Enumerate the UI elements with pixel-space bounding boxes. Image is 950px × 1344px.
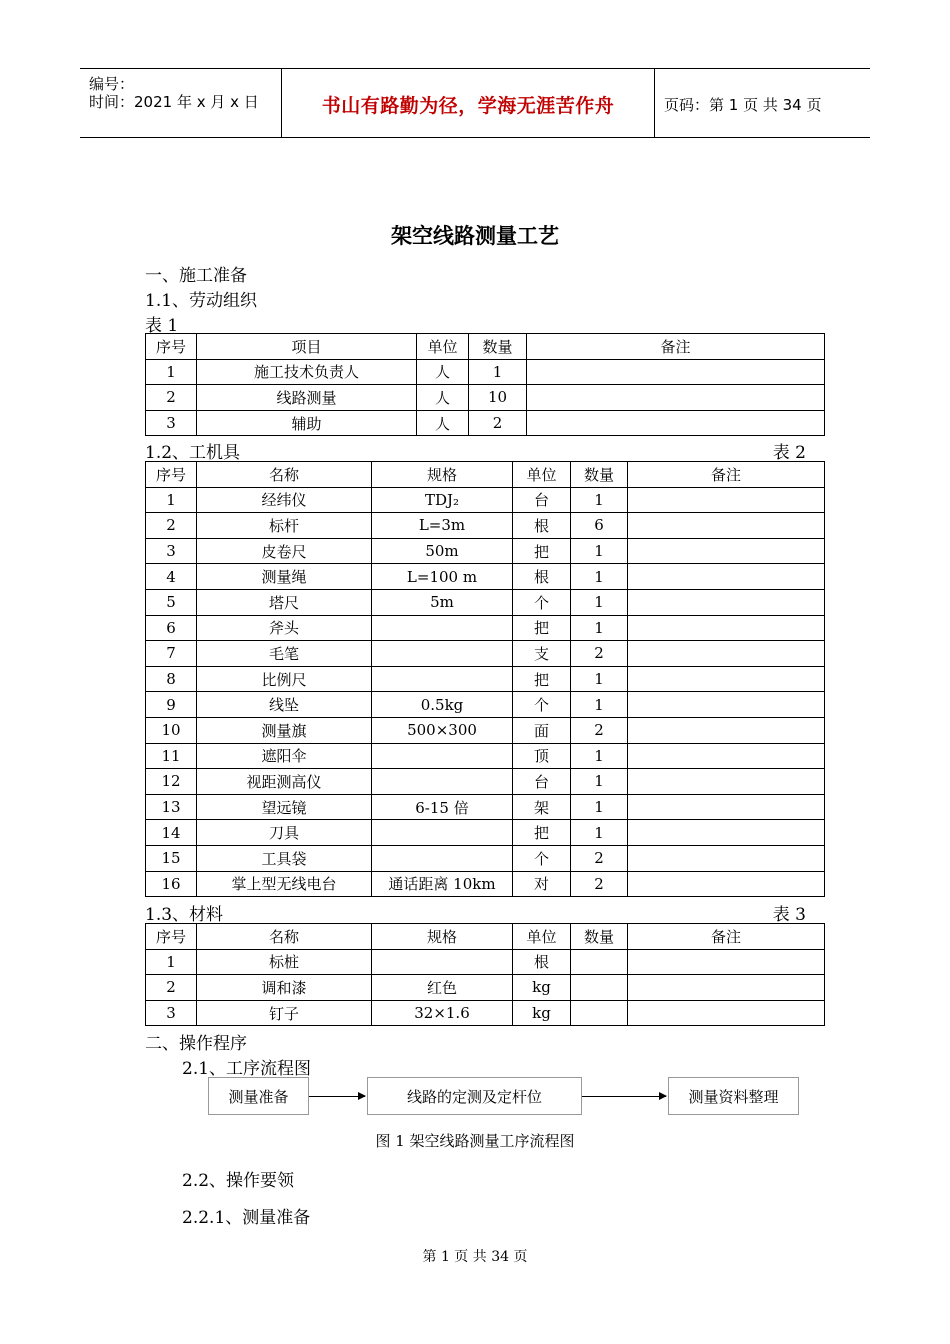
table-cell [372, 615, 513, 641]
table-row [146, 949, 825, 975]
table-cell: 标桩 [197, 949, 372, 975]
table-cell: 人 [417, 410, 469, 436]
table-cell [628, 949, 825, 975]
tools-table [145, 461, 825, 897]
table-cell: 视距测高仪 [197, 769, 372, 795]
table-cell [628, 794, 825, 820]
subsection-heading: 1.3、材料 [145, 905, 224, 925]
table-header-cell: 备注 [628, 924, 825, 950]
table-cell: 把 [513, 538, 571, 564]
section-heading: 二、操作程序 [145, 1034, 247, 1054]
table-cell: 钉子 [197, 1000, 372, 1026]
table-header-cell: 序号 [146, 924, 197, 950]
table-cell: 顶 [513, 743, 571, 769]
table-cell [628, 692, 825, 718]
table-cell [628, 487, 825, 513]
table-row [146, 359, 825, 385]
table-cell: 工具袋 [197, 845, 372, 871]
table-cell: 3 [146, 538, 197, 564]
table-cell: 根 [513, 949, 571, 975]
table-cell: 1 [146, 949, 197, 975]
subsection-heading: 1.2、工机具 [145, 443, 241, 463]
table-cell: 皮卷尺 [197, 538, 372, 564]
table-header-cell: 名称 [197, 924, 372, 950]
table-cell: 2 [571, 641, 628, 667]
table-cell: 遮阳伞 [197, 743, 372, 769]
table-cell: 人 [417, 359, 469, 385]
table-cell: 通话距离 10km [372, 871, 513, 897]
table-cell: 1 [571, 820, 628, 846]
table-header-row [146, 462, 825, 488]
flow-step-2: 线路的定测及定杆位 [367, 1077, 582, 1115]
subsection-heading: 1.1、劳动组织 [145, 291, 258, 311]
table-header-row [146, 334, 825, 360]
subsection-heading: 2.2、操作要领 [182, 1171, 295, 1191]
table-cell: 1 [469, 359, 527, 385]
table-cell: 11 [146, 743, 197, 769]
table-cell [628, 666, 825, 692]
table-cell: 经纬仪 [197, 487, 372, 513]
table-row [146, 743, 825, 769]
table-cell: 10 [146, 717, 197, 743]
table-cell: 标杆 [197, 513, 372, 539]
table-cell [372, 666, 513, 692]
table-cell: 斧头 [197, 615, 372, 641]
table-cell: 500×300 [372, 717, 513, 743]
table-cell [372, 820, 513, 846]
table-cell: kg [513, 1000, 571, 1026]
table-cell [527, 385, 825, 411]
flow-arrow [309, 1096, 365, 1097]
table-cell [628, 589, 825, 615]
table-row [146, 769, 825, 795]
table-cell: 个 [513, 692, 571, 718]
flow-step-3: 测量资料整理 [668, 1077, 799, 1115]
table-cell [628, 641, 825, 667]
table-cell: 1 [146, 487, 197, 513]
table-cell: 10 [469, 385, 527, 411]
table-header-cell: 数量 [571, 924, 628, 950]
section-heading: 一、施工准备 [145, 266, 247, 286]
table-header-cell: 数量 [571, 462, 628, 488]
table-header-cell: 单位 [513, 924, 571, 950]
table-cell [628, 975, 825, 1001]
table-cell: 6 [571, 513, 628, 539]
table-header-cell: 规格 [372, 924, 513, 950]
table-header-row [146, 924, 825, 950]
header-motto-cell [282, 69, 655, 137]
table-row [146, 845, 825, 871]
table-cell: 支 [513, 641, 571, 667]
table-cell [628, 538, 825, 564]
table-cell: 根 [513, 564, 571, 590]
table-cell: 台 [513, 769, 571, 795]
table-row [146, 513, 825, 539]
table-header-cell: 项目 [197, 334, 417, 360]
table-header-cell: 备注 [527, 334, 825, 360]
table-cell [571, 975, 628, 1001]
header-info-cell [80, 69, 282, 137]
table-cell [571, 949, 628, 975]
table-cell: 8 [146, 666, 197, 692]
table-row [146, 794, 825, 820]
table-cell [571, 1000, 628, 1026]
table-cell: 掌上型无线电台 [197, 871, 372, 897]
table-row [146, 717, 825, 743]
table-header-cell: 单位 [417, 334, 469, 360]
table-cell: 2 [571, 845, 628, 871]
table-cell: 2 [469, 410, 527, 436]
table-row [146, 615, 825, 641]
labor-table [145, 333, 825, 436]
table-header-cell: 数量 [469, 334, 527, 360]
table-cell [628, 513, 825, 539]
page-label: 页码：第 1 页 共 34 页 [664, 96, 822, 114]
table-cell [628, 615, 825, 641]
table-cell: 测量绳 [197, 564, 372, 590]
table-cell: 1 [571, 743, 628, 769]
table-row [146, 589, 825, 615]
table-cell: 6 [146, 615, 197, 641]
table-cell: 12 [146, 769, 197, 795]
table-cell: 1 [571, 538, 628, 564]
table-row [146, 975, 825, 1001]
table-header-cell: 序号 [146, 462, 197, 488]
table-cell: 50m [372, 538, 513, 564]
table-cell [628, 820, 825, 846]
table-row [146, 410, 825, 436]
document-title: 架空线路测量工艺 [391, 223, 559, 248]
table-cell: 1 [571, 615, 628, 641]
table-cell: 根 [513, 513, 571, 539]
table-cell: 1 [571, 666, 628, 692]
table-header-cell: 名称 [197, 462, 372, 488]
table-row [146, 666, 825, 692]
table-cell: 3 [146, 410, 197, 436]
table-cell: 1 [571, 487, 628, 513]
time-label: 时间：2021 年 x 月 x 日 [89, 93, 259, 111]
table-row [146, 1000, 825, 1026]
table-cell: 施工技术负责人 [197, 359, 417, 385]
table-caption: 表 2 [772, 443, 806, 463]
table-cell: 对 [513, 871, 571, 897]
table-cell: 1 [571, 692, 628, 718]
table-cell: 面 [513, 717, 571, 743]
subsection-heading: 2.1、工序流程图 [182, 1059, 312, 1079]
flow-arrow [582, 1096, 666, 1097]
table-cell: 红色 [372, 975, 513, 1001]
table-cell [628, 743, 825, 769]
table-cell [527, 410, 825, 436]
table-cell: 14 [146, 820, 197, 846]
table-cell [628, 564, 825, 590]
table-row [146, 641, 825, 667]
table-cell: 个 [513, 589, 571, 615]
table-row [146, 564, 825, 590]
table-cell: L=100 m [372, 564, 513, 590]
table-caption: 表 1 [145, 316, 179, 336]
number-label: 编号： [89, 75, 135, 93]
table-cell: 线路测量 [197, 385, 417, 411]
table-cell: 4 [146, 564, 197, 590]
motto: 书山有路勤为径，学海无涯苦作舟 [321, 95, 615, 117]
table-header-cell: 单位 [513, 462, 571, 488]
table-cell: 人 [417, 385, 469, 411]
table-cell: 1 [571, 564, 628, 590]
table-cell [527, 359, 825, 385]
table-cell: 2 [146, 975, 197, 1001]
table-cell: 2 [571, 717, 628, 743]
table-cell [628, 717, 825, 743]
table-cell: 1 [146, 359, 197, 385]
table-cell: kg [513, 975, 571, 1001]
table-cell: 7 [146, 641, 197, 667]
table-cell: 2 [571, 871, 628, 897]
flow-step-1: 测量准备 [208, 1077, 309, 1115]
table-row [146, 692, 825, 718]
table-cell [372, 949, 513, 975]
table-cell: 32×1.6 [372, 1000, 513, 1026]
table-header-cell: 规格 [372, 462, 513, 488]
table-cell: 0.5kg [372, 692, 513, 718]
table-row [146, 385, 825, 411]
table-cell: 9 [146, 692, 197, 718]
table-cell: 3 [146, 1000, 197, 1026]
table-cell: 16 [146, 871, 197, 897]
table-header-cell: 备注 [628, 462, 825, 488]
table-cell: 1 [571, 589, 628, 615]
table-cell: 比例尺 [197, 666, 372, 692]
table-cell: 2 [146, 385, 197, 411]
table-cell: 5m [372, 589, 513, 615]
table-cell: 调和漆 [197, 975, 372, 1001]
table-row [146, 487, 825, 513]
table-cell: 2 [146, 513, 197, 539]
table-cell: 台 [513, 487, 571, 513]
header-page-cell [655, 69, 870, 137]
table-cell: 把 [513, 666, 571, 692]
table-row [146, 820, 825, 846]
table-cell: 塔尺 [197, 589, 372, 615]
table-row [146, 871, 825, 897]
table-cell: 辅助 [197, 410, 417, 436]
table-cell: 线坠 [197, 692, 372, 718]
table-cell: 13 [146, 794, 197, 820]
table-cell: 架 [513, 794, 571, 820]
table-cell: 把 [513, 820, 571, 846]
table-cell: 个 [513, 845, 571, 871]
table-cell [372, 769, 513, 795]
table-cell: 把 [513, 615, 571, 641]
table-cell: 测量旗 [197, 717, 372, 743]
page-footer: 第 1 页 共 34 页 [422, 1249, 528, 1265]
table-cell [372, 641, 513, 667]
table-cell: 1 [571, 794, 628, 820]
subsection-heading: 2.2.1、测量准备 [182, 1208, 311, 1228]
table-cell [628, 845, 825, 871]
table-header-cell: 序号 [146, 334, 197, 360]
materials-table [145, 923, 825, 1026]
table-cell: 刀具 [197, 820, 372, 846]
table-cell [628, 871, 825, 897]
table-cell: 望远镜 [197, 794, 372, 820]
figure-caption: 图 1 架空线路测量工序流程图 [375, 1132, 575, 1150]
table-cell: L=3m [372, 513, 513, 539]
table-cell: 15 [146, 845, 197, 871]
table-cell [372, 845, 513, 871]
table-row [146, 538, 825, 564]
table-cell: 毛笔 [197, 641, 372, 667]
table-cell [628, 769, 825, 795]
table-cell: TDJ₂ [372, 487, 513, 513]
table-cell: 6-15 倍 [372, 794, 513, 820]
table-cell [372, 743, 513, 769]
page-header [80, 68, 870, 138]
table-caption: 表 3 [772, 905, 806, 925]
table-cell [628, 1000, 825, 1026]
table-cell: 5 [146, 589, 197, 615]
table-cell: 1 [571, 769, 628, 795]
